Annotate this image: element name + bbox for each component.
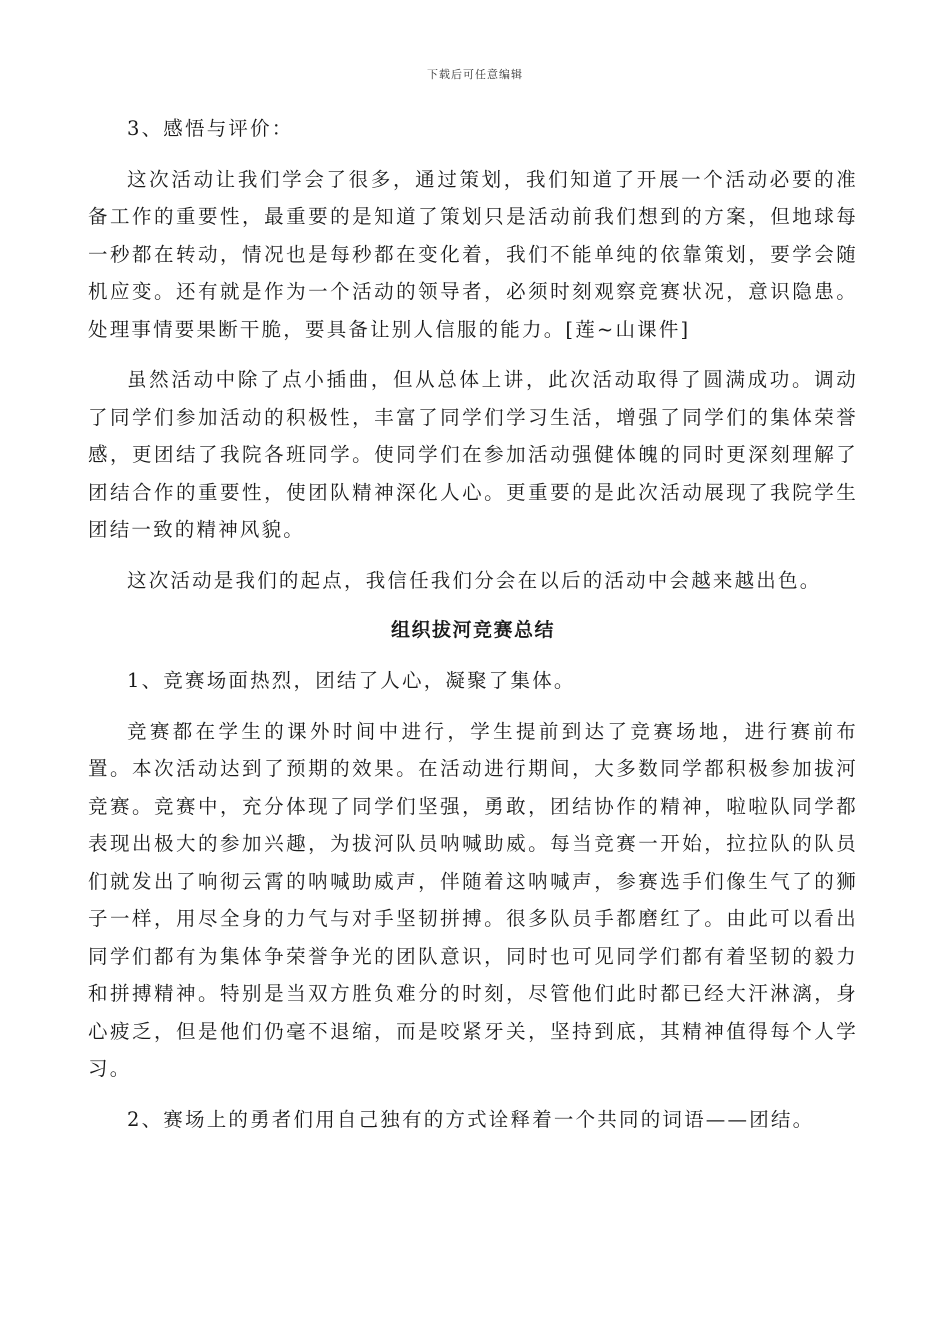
- paragraph-competition: 竞赛都在学生的课外时间中进行，学生提前到达了竞赛场地，进行赛前布置。本次活动达到了预期的效果。在活动进行期间，大多数同学都积极参加拔河竞赛。竞赛中，充分体现了同学们坚强，勇敢，团结协作的精神，啦啦队同学都表现出极大的参加兴趣，为拔河队员呐喊助威。每当竞赛一开始，拉拉队的队员们就发出了响彻云霄的呐喊助威声，伴随着这呐喊声，参赛选手们像生气了的狮子一样，用尽全身的力气与对手坚韧拼搏。很多队员手都磨红了。由此可以看出同学们都有为集体争荣誉争光的团队意识，同时也可见同学们都有着坚韧的毅力和拼搏精神。特别是当双方胜负难分的时刻，尽管他们此时都已经大汗淋漓，身心疲乏，但是他们仍毫不退缩，而是咬紧牙关，坚持到底，其精神值得每个人学习。: [88, 719, 858, 1080]
- paragraph-reflection: 这次活动让我们学会了很多，通过策划，我们知道了开展一个活动必要的准备工作的重要性，最重要的是知道了策划只是活动前我们想到的方案，但地球每一秒都在转动，情况也是每秒都在变化着，我们不能单纯的依靠策划，要学会随机应变。还有就是作为一个活动的领导者，必须时刻观察竞赛状况，意识隐患。处理事情要果断干脆，要具备让别人信服的能力。[莲~山课件]: [88, 167, 858, 341]
- document-body: [88, 110, 858, 1151]
- paragraph-success: 虽然活动中除了点小插曲，但从总体上讲，此次活动取得了圆满成功。调动了同学们参加活动的积极性，丰富了同学们学习生活，增强了同学们的集体荣誉感，更团结了我院各班同学。使同学们在参加活动强健体魄的同时更深刻理解了团结合作的重要性，使团队精神深化人心。更重要的是此次活动展现了我院学生团结一致的精神风貌。: [88, 368, 858, 541]
- paragraph-starting-point: 这次活动是我们的起点，我信任我们分会在以后的活动中会越来越出色。: [127, 568, 822, 592]
- section-title: 组织拔河竞赛总结: [390, 619, 555, 641]
- section-3-heading: 3、感悟与评价：: [127, 117, 294, 140]
- page-header-note: 下载后可任意编辑: [427, 68, 523, 81]
- item-2-heading: 2、赛场上的勇者们用自己独有的方式诠释着一个共同的词语——团结。: [127, 1107, 815, 1131]
- item-1-heading: 1、竞赛场面热烈，团结了人心，凝聚了集体。: [127, 669, 576, 692]
